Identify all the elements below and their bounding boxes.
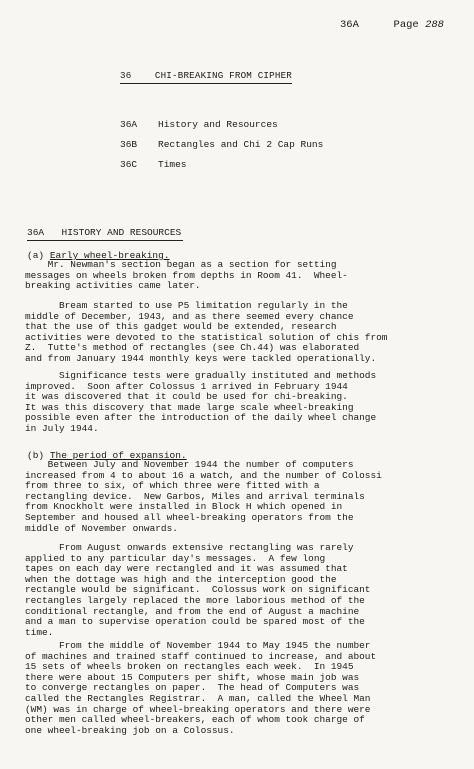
page-header bbox=[340, 19, 444, 31]
chapter-title-text: CHI-BREAKING FROM CIPHER bbox=[154, 70, 292, 81]
toc-num: 36A bbox=[120, 119, 138, 130]
subsection-a-title: Early wheel-breaking. bbox=[49, 250, 170, 261]
toc-item bbox=[120, 139, 323, 150]
toc-label: Times bbox=[158, 159, 187, 170]
paragraph: Significance tests were gradually instituted and methods improved. Soon after Colossus 1 arrived in February 1944 it was discovered that it could be used for chi-breaking. It was this discovery that made large scale wheel-breaking possible even after the introduction of the daily wheel change in July 1944. bbox=[25, 370, 377, 434]
toc-item bbox=[120, 119, 278, 130]
toc-label: Rectangles and Chi 2 Cap Runs bbox=[158, 139, 324, 150]
toc-num: 36B bbox=[120, 139, 138, 150]
section-heading-text: HISTORY AND RESOURCES bbox=[61, 227, 182, 238]
header-page-number: 288 bbox=[425, 19, 444, 31]
paragraph: From August onwards extensive rectangling was rarely applied to any particular day's messages. A few long tapes on each day were rectangled and it was assumed that when the dottage was high and the interception good the rectangle would be significant. Colossus work on significant rectangles largely replaced the more laborious method of the conditional rectangle, and from the end of August a machine and a man to supervise operation could be spared most of the time. bbox=[25, 542, 371, 638]
toc-label: History and Resources bbox=[158, 119, 278, 130]
subsection-b-title: The period of expansion. bbox=[49, 450, 187, 461]
header-section: 36A bbox=[340, 19, 359, 31]
section-heading-num: 36A bbox=[27, 227, 45, 238]
subsection-b-label: (b) bbox=[27, 450, 45, 461]
paragraph: Between July and November 1944 the number of computers increased from 4 to about 16 a watch, and the number of Colossi from three to six, of which three were fitted with a rectangling device. New Garbos, Miles and arrival terminals from Knockholt were installed in Block H which opened in September and housed all wheel-breaking operators from the middle of November onwards. bbox=[25, 459, 382, 534]
toc-item bbox=[120, 159, 187, 170]
toc-num: 36C bbox=[120, 159, 138, 170]
paragraph: From the middle of November 1944 to May 1945 the number of machines and trained staff continued to increase, and about 15 sets of wheels broken on rectangles each week. In 1945 there were about 15 Computers per shift, whose main job was to converge rectangles on paper. The head of Computers was called the Rectangles Registrar. A man, called the Wheel Man (WM) was in charge of wheel-breaking operators and there were other men called wheel-breakers, each of whom took charge of one wheel-breaking job on a Colossus. bbox=[25, 640, 377, 736]
chapter-title bbox=[120, 70, 292, 84]
section-heading bbox=[27, 227, 183, 241]
subsection-a-label: (a) bbox=[27, 250, 45, 261]
header-page-label: Page bbox=[393, 19, 419, 31]
chapter-number: 36 bbox=[120, 70, 132, 81]
paragraph: Mr. Newman's section began as a section for setting messages on wheels broken from depths in Room 41. Wheel- breaking activities came later. bbox=[25, 259, 348, 292]
paragraph: Bream started to use P5 limitation regularly in the middle of December, 1943, and as there seemed every chance that the use of this gadget would be extended, research activities were devoted to the statistical solution of chis from Z. Tutte's method of rectangles (see Ch.44) was elaborated and from January 1944 monthly keys were tackled operationally. bbox=[25, 300, 388, 364]
